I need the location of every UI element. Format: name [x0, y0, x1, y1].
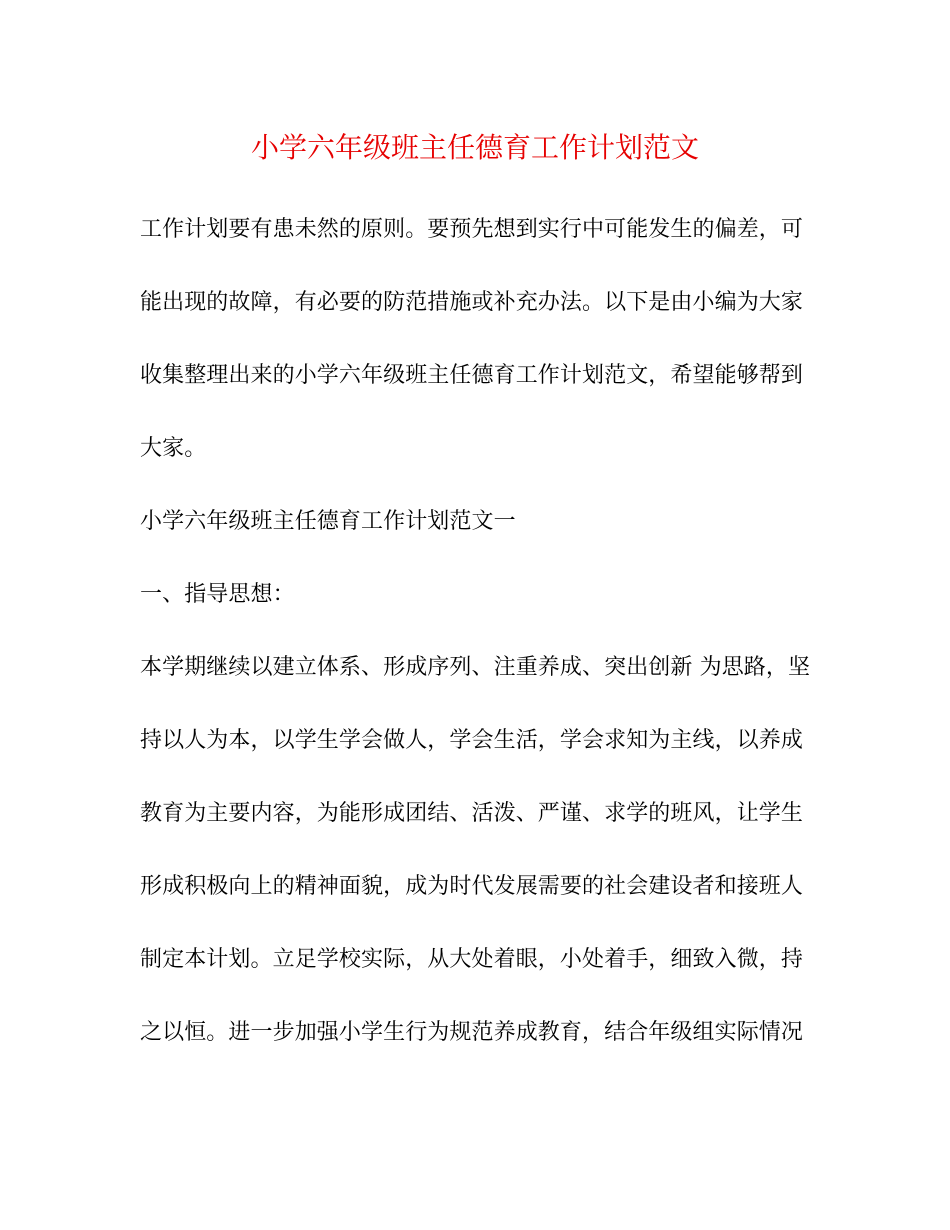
paragraph-line: 本学期继续以建立体系、形成序列、注重养成、突出创新 为思路，坚 [140, 655, 811, 680]
paragraph-line: 收集整理出来的小学六年级班主任德育工作计划范文，希望能够帮到 [140, 363, 804, 388]
paragraph-line: 制定本计划。立足学校实际，从大处着眼，小处着手，细致入微，持 [140, 947, 804, 972]
paragraph-line: 能出现的故障，有必要的防范措施或补充办法。以下是由小编为大家 [140, 290, 804, 315]
paragraph-line: 大家。 [140, 436, 207, 461]
section-heading: 小学六年级班主任德育工作计划范文一 [140, 509, 516, 534]
paragraph-line: 教育为主要内容，为能形成团结、活泼、严谨、求学的班风，让学生 [140, 801, 804, 826]
paragraph-line: 形成积极向上的精神面貌，成为时代发展需要的社会建设者和接班人 [140, 874, 804, 899]
paragraph-line: 持以人为本，以学生学会做人，学会生活，学会求知为主线，以养成 [140, 728, 804, 753]
subsection-heading: 一、指导思想： [140, 582, 295, 607]
document-title: 小学六年级班主任德育工作计划范文 [250, 131, 699, 164]
paragraph-line: 之以恒。进一步加强小学生行为规范养成教育，结合年级组实际情况 [140, 1020, 804, 1045]
paragraph-line: 工作计划要有患未然的原则。要预先想到实行中可能发生的偏差，可 [140, 217, 804, 242]
